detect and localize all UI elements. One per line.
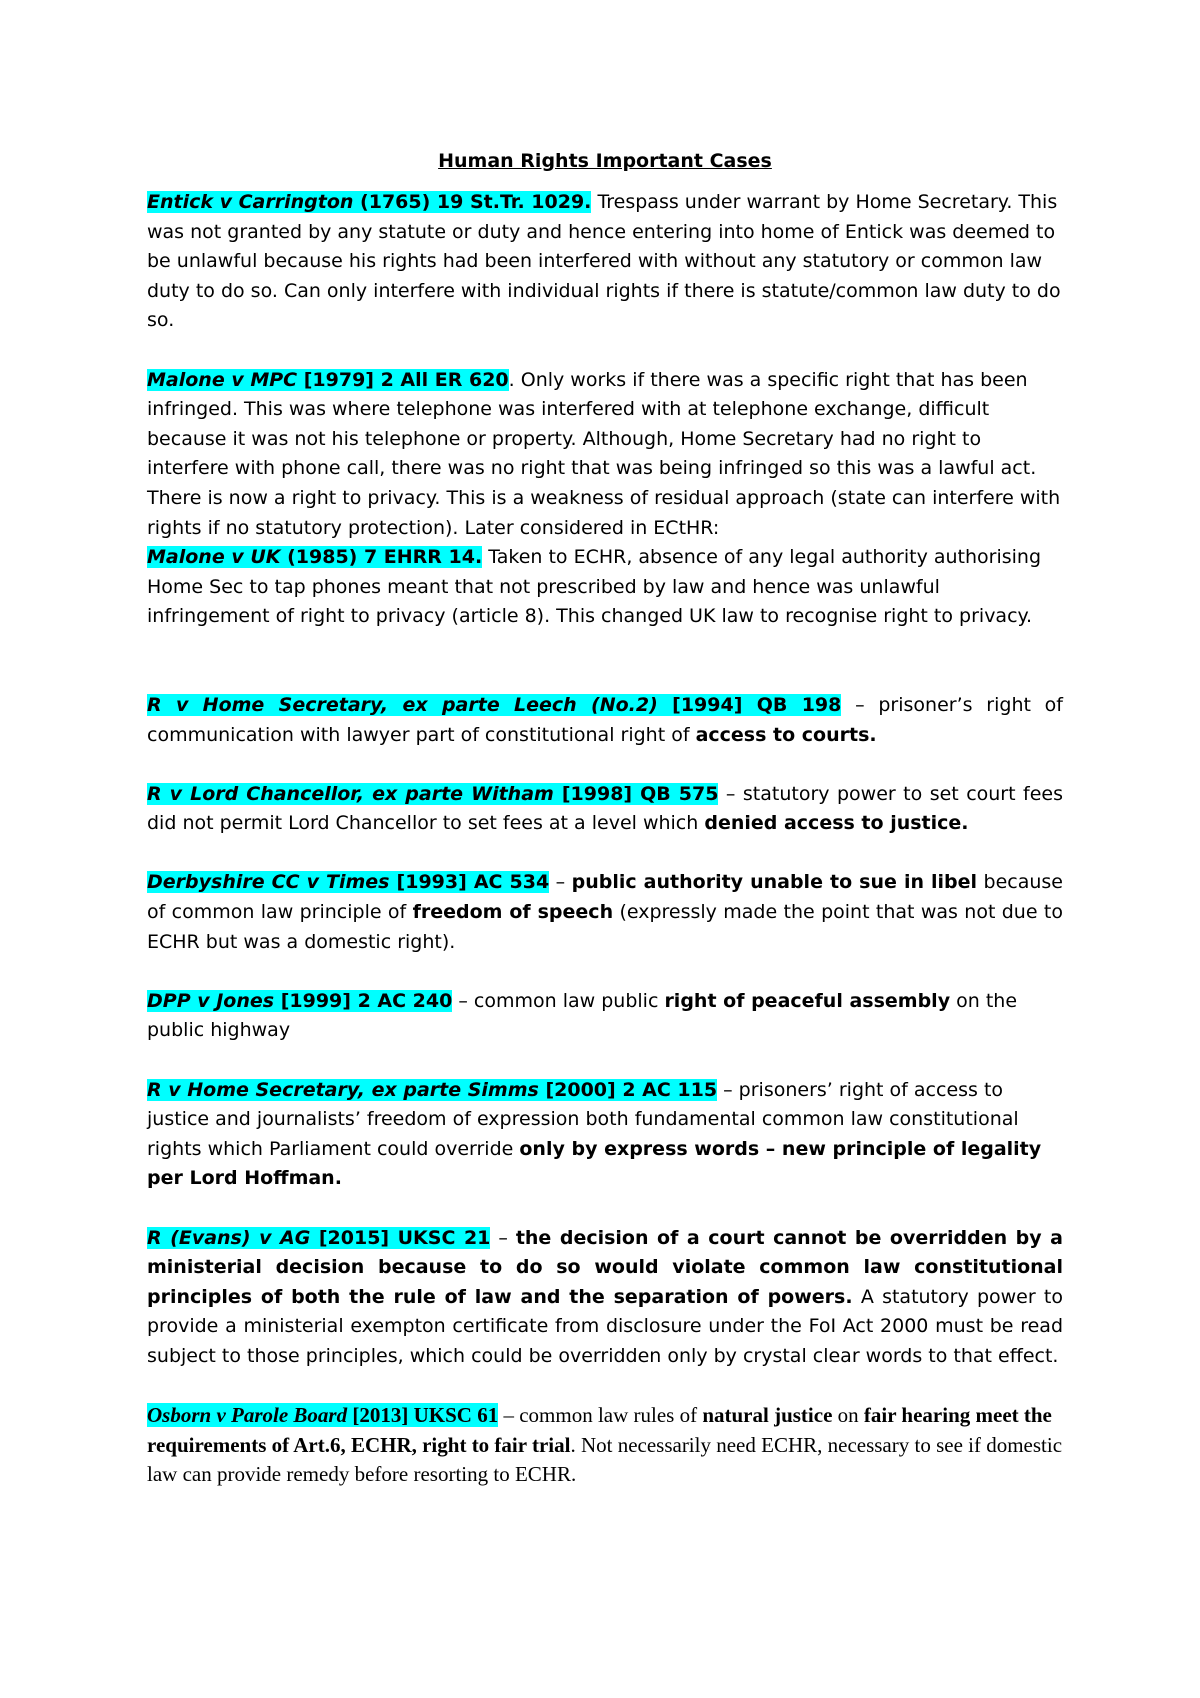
document-page bbox=[147, 146, 1063, 1490]
case-name: R v Home Secretary, ex parte Simms bbox=[147, 1078, 539, 1101]
case-citation: [2015] UKSC 21 bbox=[310, 1226, 491, 1249]
case-emphasis: the decision of a court cannot be overridden by a ministerial decision because to do so would violate common law constitutional principles of both the rule of law and the separation of powers. bbox=[147, 1226, 1063, 1308]
case-entry-witham bbox=[147, 780, 1063, 839]
paragraph-gap bbox=[147, 1194, 1063, 1224]
case-text: – statutory power to set court fees did not permit Lord Chancellor to set fees at a level which bbox=[147, 782, 1063, 835]
case-entry-derbyshire bbox=[147, 868, 1063, 957]
paragraph-gap bbox=[147, 957, 1063, 987]
case-entry-jones bbox=[147, 987, 1063, 1046]
paragraph-gap bbox=[147, 750, 1063, 780]
case-name: Malone v UK bbox=[147, 546, 281, 569]
case-text: – bbox=[549, 871, 572, 894]
case-text: – prisoner’s right of communication with lawyer part of constitutional right of bbox=[147, 693, 1064, 746]
case-name: Derbyshire CC v Times bbox=[147, 871, 390, 894]
case-text: – prisoners’ right of access to justice and journalists’ freedom of expression both fundamental common law constitutional rights which Parliament could override bbox=[147, 1078, 1019, 1160]
case-highlight bbox=[147, 546, 482, 568]
case-text: on bbox=[832, 1403, 864, 1428]
case-entry-malone-uk bbox=[147, 543, 1063, 632]
case-emphasis: right of peaceful assembly bbox=[664, 989, 951, 1012]
case-entry-entick bbox=[147, 188, 1063, 336]
case-citation: [1979] 2 All ER 620 bbox=[297, 368, 509, 391]
case-highlight bbox=[147, 1079, 717, 1101]
paragraph-gap bbox=[147, 1046, 1063, 1076]
case-highlight bbox=[147, 694, 841, 716]
case-name: Entick v Carrington bbox=[147, 191, 354, 213]
case-text: Trespass under warrant by Home Secretary. This was not granted by any statute or duty and hence entering into home of Entick was deemed to be unlawful because his rights had been interfered with without any statutory or common law duty to do so. Can only interfere with individual rights if there is statute/common law duty to do so. bbox=[147, 191, 1061, 332]
paragraph-gap bbox=[147, 336, 1063, 366]
case-citation: [1998] QB 575 bbox=[553, 782, 719, 805]
case-emphasis: access to courts. bbox=[695, 723, 877, 746]
case-emphasis: natural justice bbox=[702, 1403, 833, 1428]
case-name: R v Lord Chancellor, ex parte Witham bbox=[147, 782, 554, 805]
page-title: Human Rights Important Cases bbox=[438, 150, 772, 172]
case-highlight bbox=[147, 369, 509, 391]
case-entry-osborn bbox=[147, 1401, 1063, 1490]
paragraph-gap bbox=[147, 1372, 1063, 1402]
case-highlight bbox=[147, 1403, 498, 1427]
case-emphasis: public authority unable to sue in libel bbox=[571, 871, 978, 894]
case-name: DPP v Jones bbox=[147, 989, 275, 1012]
case-emphasis: denied access to justice. bbox=[704, 812, 969, 835]
case-emphasis: only by express words – new principle of legality per Lord Hoffman. bbox=[147, 1137, 1042, 1190]
case-citation: [1993] AC 534 bbox=[389, 871, 550, 894]
case-entry-evans bbox=[147, 1224, 1063, 1372]
case-emphasis: freedom of speech bbox=[412, 901, 614, 924]
case-name: Malone v MPC bbox=[147, 368, 298, 391]
case-entry-simms bbox=[147, 1076, 1063, 1194]
paragraph-gap bbox=[147, 632, 1063, 691]
case-highlight bbox=[147, 783, 718, 805]
case-name: R (Evans) v AG bbox=[147, 1226, 311, 1249]
case-text: . Only works if there was a specific right that has been infringed. This was where telephone was interfered with at telephone exchange, difficult because it was not his telephone or property. Although, Home Secretary had no right to interfere with phone call, there was no right that was being infringed so this was a lawful act. There is now a right to privacy. This is a weakness of residual approach (state can interfere with rights if no statutory protection). Later considered in ECtHR: bbox=[147, 368, 1061, 539]
case-text: A statutory power to provide a ministerial exempton certificate from disclosure under the FoI Act 2000 must be read subject to those principles, which could be overridden only by crystal clear words to that effect. bbox=[147, 1285, 1063, 1367]
case-citation: (1765) 19 St.Tr. 1029. bbox=[353, 191, 592, 213]
case-text: Taken to ECHR, absence of any legal authority authorising Home Sec to tap phones meant that not prescribed by law and hence was unlawful infringement of right to privacy (article 8). This changed UK law to recognise right to privacy. bbox=[147, 546, 1042, 628]
case-citation: (1985) 7 EHRR 14. bbox=[280, 546, 483, 569]
case-highlight bbox=[147, 990, 452, 1012]
case-citation: [1994] QB 198 bbox=[657, 693, 842, 716]
paragraph-gap bbox=[147, 839, 1063, 869]
case-text: – common law rules of bbox=[498, 1403, 703, 1428]
case-citation: [1999] 2 AC 240 bbox=[274, 989, 453, 1012]
case-highlight bbox=[147, 1227, 490, 1249]
case-citation: [2000] 2 AC 115 bbox=[538, 1078, 718, 1101]
case-text: because of common law principle of bbox=[147, 871, 1064, 924]
case-entry-leech bbox=[147, 691, 1063, 750]
case-name: R v Home Secretary, ex parte Leech (No.2) bbox=[147, 693, 658, 716]
case-entry-malone-mpc bbox=[147, 366, 1063, 544]
case-text: . Not necessarily need ECHR, necessary to see if domestic law can provide remedy before resorting to ECHR. bbox=[147, 1432, 1063, 1487]
case-text: on the public highway bbox=[147, 989, 1018, 1042]
case-name: Osborn v Parole Board bbox=[147, 1403, 348, 1428]
case-citation: [2013] UKSC 61 bbox=[347, 1403, 499, 1428]
case-text: – bbox=[490, 1226, 516, 1249]
case-text: (expressly made the point that was not due to ECHR but was a domestic right). bbox=[147, 901, 1063, 953]
case-highlight bbox=[147, 191, 591, 213]
case-emphasis: fair hearing meet the requirements of Art.6, ECHR, right to fair trial bbox=[147, 1403, 1052, 1457]
case-text: – common law public bbox=[452, 989, 665, 1012]
case-highlight bbox=[147, 871, 549, 893]
